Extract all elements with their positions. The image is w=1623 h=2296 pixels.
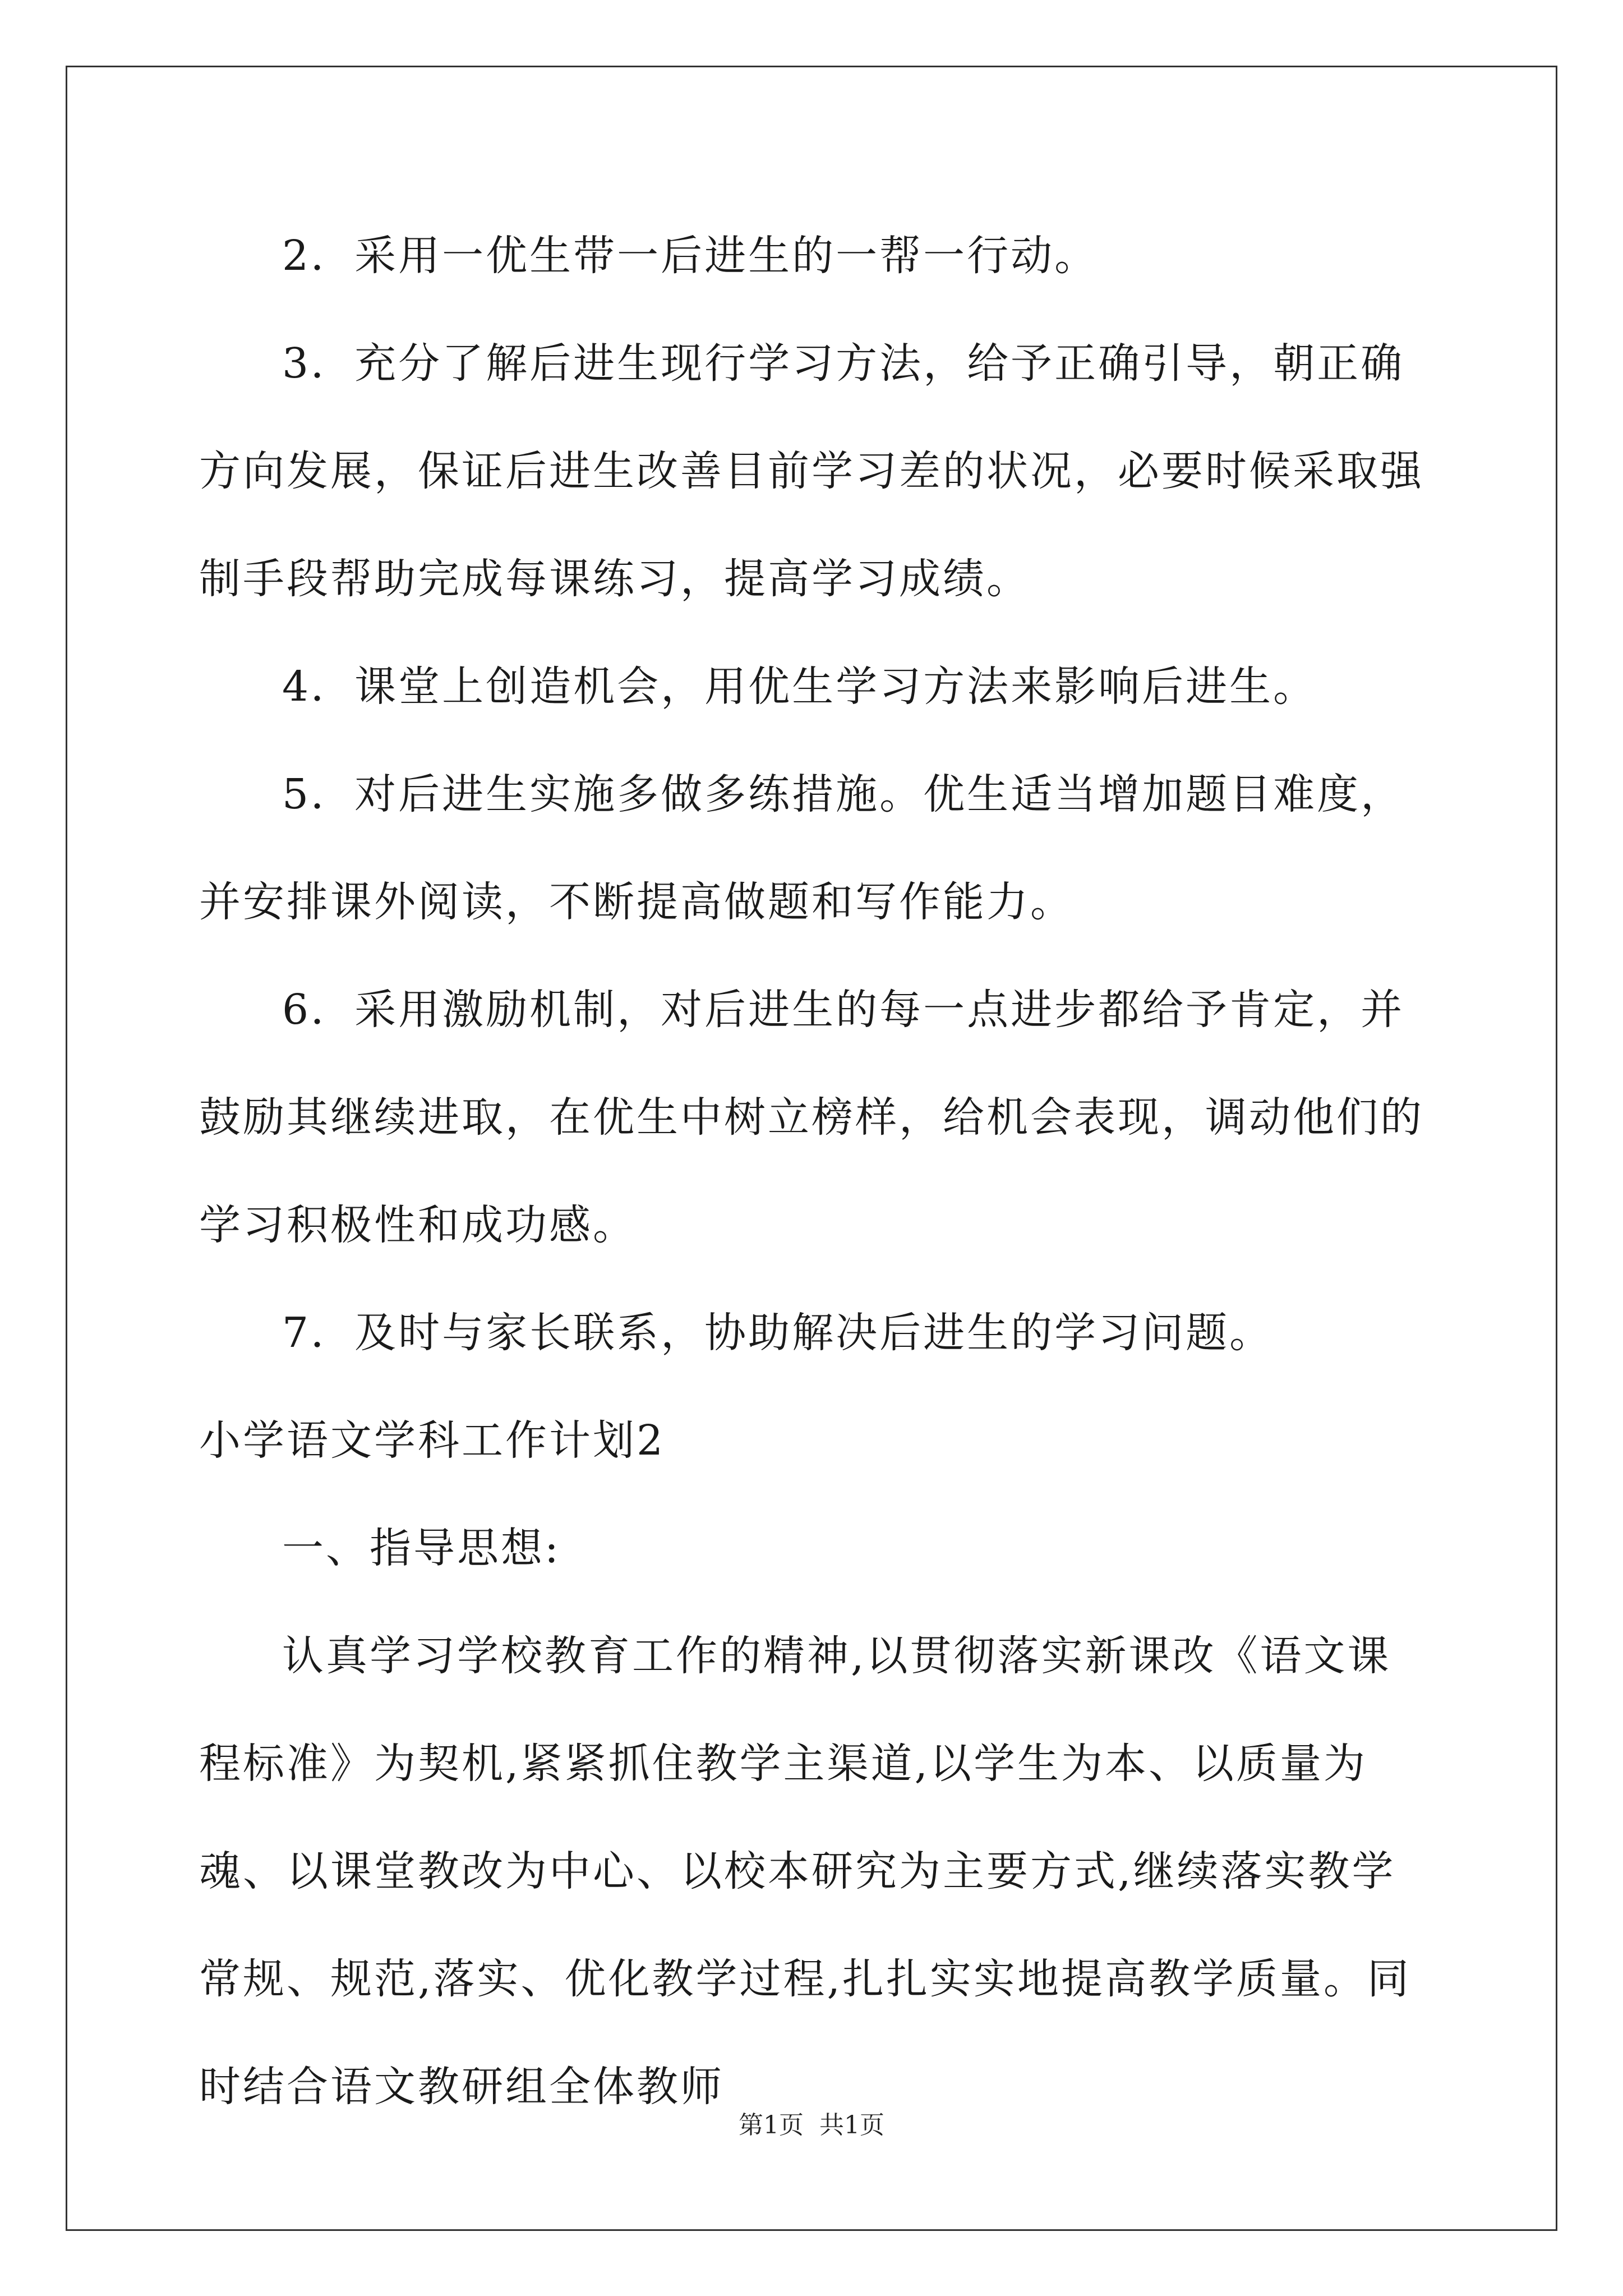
paragraph-item-7: 7．及时与家长联系，协助解决后进生的学习问题。: [282, 1309, 1274, 1357]
section-title: 小学语文学科工作计划2: [199, 1416, 666, 1465]
body-paragraph: 认真学习学校教育工作的精神,以贯彻落实新课改《语文课程标准》为契机,紧紧抓住教学主渠道,以学生为本、以质量为魂、以课堂教改为中心、以校本研究为主要方式,继续落实教学常规、规范,落实、优化教学过程,扎扎实实地提高教学质量。同时结合语文教研组全体教师: [199, 1632, 1412, 2111]
page-number-current: 第1页: [739, 2111, 804, 2139]
paragraph-item-2: 2．采用一优生带一后进生的一帮一行动。: [282, 232, 1099, 280]
paragraph-item-5: 5．对后进生实施多做多练措施。优生适当增加题目难度，并安排课外阅读，不断提高做题和写作能力。: [199, 770, 1405, 926]
subheading: 一、指导思想:: [282, 1524, 561, 1572]
page-footer: [0, 2105, 1623, 2141]
paragraph-item-4: 4．课堂上创造机会，用优生学习方法来影响后进生。: [282, 662, 1317, 711]
document-body: [199, 202, 1433, 2141]
page-number-total: 共1页: [819, 2111, 884, 2139]
paragraph-item-3: 3．充分了解后进生现行学习方法，给予正确引导，朝正确方向发展，保证后进生改善目前学习差的状况，必要时候采取强制手段帮助完成每课练习，提高学习成绩。: [199, 339, 1424, 603]
paragraph-item-6: 6．采用激励机制，对后进生的每一点进步都给予肯定，并鼓励其继续进取，在优生中树立榜样，给机会表现，调动他们的学习积极性和成功感。: [199, 986, 1424, 1249]
